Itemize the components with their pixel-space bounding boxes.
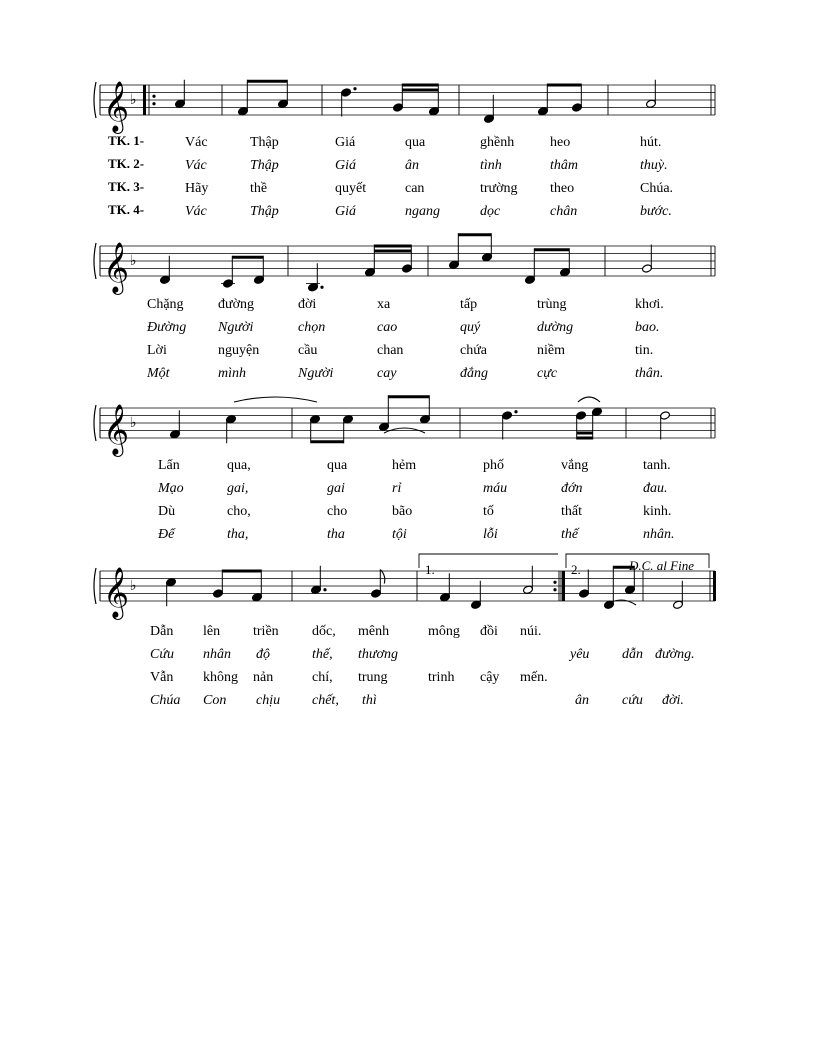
lyric-syllable: ân: [405, 158, 419, 173]
verse-label: TK. 4-: [108, 202, 145, 217]
lyric-syllable: cao: [377, 320, 398, 335]
eighth-flag: [380, 570, 385, 584]
lyric-syllable: đời.: [662, 693, 684, 708]
lyric-syllable: Một: [147, 366, 170, 381]
lyric-syllable: cầu: [298, 343, 318, 358]
lyric-syllable: nhân.: [643, 527, 675, 542]
verse-label: TK. 2-: [108, 156, 145, 171]
lyric-syllable: cho,: [227, 504, 251, 519]
note-beam: [222, 570, 261, 573]
lyric-syllable: tố: [483, 504, 494, 519]
lyric-syllable: cho: [327, 504, 348, 519]
key-signature-flat-icon: ♭: [130, 415, 137, 431]
lyric-syllable: đời: [298, 297, 317, 312]
lyric-syllable: phố: [483, 458, 504, 473]
lyric-syllable: chọn: [298, 320, 326, 335]
lyric-syllable: trường: [480, 181, 518, 196]
lyric-syllable: nhân: [203, 647, 231, 662]
lyric-syllable: Chúa: [150, 693, 181, 708]
lyric-syllable: gai,: [227, 481, 249, 496]
lyric-syllable: Cứu: [150, 647, 174, 662]
lyric-syllable: chịu: [256, 693, 281, 708]
lyric-syllable: triền: [253, 624, 279, 639]
lyric-syllable: kinh.: [643, 504, 672, 519]
lyric-syllable: tội: [392, 527, 407, 542]
note-beam: [374, 250, 411, 253]
lyric-syllable: Giá: [335, 158, 356, 173]
lyric-syllable: cứu: [622, 693, 643, 708]
note-beam: [402, 89, 438, 92]
final-barline-thick: [713, 571, 716, 601]
lyric-syllable: máu: [483, 481, 508, 496]
lyric-syllable: Hãy: [185, 181, 209, 196]
lyric-syllable: can: [405, 181, 425, 196]
lyric-syllable: cực: [537, 366, 558, 381]
lyric-syllable: tha: [327, 527, 345, 542]
lyric-syllable: đắng: [460, 366, 488, 381]
key-signature-flat-icon: ♭: [130, 92, 137, 108]
note-beam: [374, 245, 411, 248]
lyric-syllable: thân.: [635, 366, 664, 381]
note-beam: [547, 84, 581, 87]
lyric-syllable: chân: [550, 204, 578, 219]
first-ending-label: 1.: [425, 562, 435, 577]
repeat-end-thick-bar: [562, 571, 565, 601]
lyric-syllable: Dẫn: [150, 624, 174, 639]
lyric-syllable: Người: [298, 366, 334, 381]
lyric-syllable: bao.: [635, 320, 660, 335]
augmentation-dot: [320, 286, 323, 289]
note-beam: [311, 440, 344, 443]
lyric-syllable: thì: [362, 693, 377, 708]
lyric-syllable: chí,: [312, 670, 333, 685]
lyric-syllable: thế,: [312, 647, 333, 662]
note-beam: [388, 395, 429, 398]
lyric-syllable: dọc: [480, 204, 501, 219]
lyric-syllable: chết,: [312, 693, 339, 708]
lyric-syllable: trùng: [537, 297, 567, 312]
lyric-syllable: trung: [358, 670, 388, 685]
lyric-syllable: không: [203, 670, 238, 685]
lyric-syllable: chan: [377, 343, 404, 358]
treble-clef-icon: 𝄞: [103, 81, 130, 132]
lyric-syllable: Lẩn: [158, 458, 180, 473]
note-beam: [232, 256, 263, 259]
lyric-syllable: lên: [203, 624, 221, 639]
lyric-syllable: Thập: [250, 204, 279, 219]
lyric-syllable: Vẫn: [150, 670, 174, 685]
lyric-syllable: tình: [480, 158, 502, 173]
lyric-syllable: Vác: [185, 204, 207, 219]
system-bracket: [94, 405, 96, 441]
lyric-syllable: Dù: [158, 504, 176, 519]
lyric-syllable: thuỳ.: [640, 158, 668, 173]
lyric-syllable: nản: [253, 670, 274, 685]
lyric-syllable: Chặng: [147, 297, 184, 312]
note-beam: [458, 233, 491, 236]
lyric-syllable: tin.: [635, 343, 654, 358]
slur: [234, 397, 317, 402]
lyric-syllable: yêu: [570, 647, 590, 662]
lyric-syllable: đồi: [480, 624, 498, 639]
lyric-syllable: đớn: [561, 481, 583, 496]
lyric-syllable: cậy: [480, 670, 500, 685]
lyric-syllable: thâm: [550, 158, 578, 173]
lyric-syllable: Giá: [335, 204, 356, 219]
lyric-syllable: núi.: [520, 624, 542, 639]
lyric-syllable: mông: [428, 624, 460, 639]
lyric-syllable: Thập: [250, 135, 279, 150]
second-ending-label: 2.: [571, 562, 581, 577]
augmentation-dot: [514, 410, 517, 413]
lyric-syllable: hút.: [640, 135, 662, 150]
augmentation-dot: [323, 588, 326, 591]
repeat-dot: [553, 581, 556, 584]
lyric-syllable: gai: [327, 481, 345, 496]
system-bracket: [94, 82, 96, 118]
note-beam: [402, 84, 438, 87]
lyric-syllable: thất: [561, 504, 582, 519]
lyric-syllable: Đường: [147, 320, 187, 335]
lyric-syllable: rỉ: [392, 481, 402, 496]
system-bracket: [94, 243, 96, 279]
lyric-syllable: quyết: [335, 181, 367, 196]
lyric-syllable: Vác: [185, 135, 208, 150]
augmentation-dot: [353, 87, 356, 90]
lyric-syllable: xa: [377, 297, 391, 312]
slur: [578, 397, 600, 402]
lyric-syllable: vắng: [561, 458, 589, 473]
lyric-syllable: dường: [537, 320, 574, 335]
repeat-dot: [152, 95, 155, 98]
lyric-syllable: tanh.: [643, 458, 671, 473]
lyric-syllable: lỗi: [483, 527, 498, 542]
lyric-syllable: cay: [377, 366, 397, 381]
treble-clef-icon: 𝄞: [103, 242, 130, 293]
lyric-syllable: ân: [575, 693, 589, 708]
lyric-syllable: ngang: [405, 204, 440, 219]
note-beam: [247, 80, 287, 83]
verse-label: TK. 3-: [108, 179, 145, 194]
repeat-dot: [553, 588, 556, 591]
lyric-syllable: dẫn: [622, 647, 643, 662]
repeat-start-thick-bar: [143, 85, 146, 115]
lyric-syllable: Người: [218, 320, 254, 335]
lyric-syllable: Vác: [185, 158, 207, 173]
system-bracket: [94, 568, 96, 604]
lyric-syllable: khơi.: [635, 297, 664, 312]
lyric-syllable: quý: [460, 320, 481, 335]
lyric-syllable: nguyện: [218, 343, 260, 358]
lyric-syllable: niềm: [537, 343, 565, 358]
lyric-syllable: hẻm: [392, 458, 417, 473]
key-signature-flat-icon: ♭: [130, 253, 137, 269]
lyric-syllable: dốc,: [312, 624, 336, 639]
lyric-syllable: bước.: [640, 204, 672, 219]
first-ending-bracket: [419, 554, 558, 568]
lyric-syllable: Mạo: [158, 481, 184, 496]
lyric-syllable: đau.: [643, 481, 668, 496]
lyric-syllable: qua: [327, 458, 348, 473]
lyric-syllable: thề: [250, 181, 268, 196]
lyric-syllable: thế: [561, 527, 579, 542]
lyric-syllable: Thập: [250, 158, 279, 173]
treble-clef-icon: 𝄞: [103, 404, 130, 455]
lyric-syllable: ghềnh: [480, 135, 515, 150]
lyric-syllable: bão: [392, 504, 413, 519]
lyric-syllable: tấp: [460, 297, 478, 312]
lyric-syllable: Chúa.: [640, 181, 674, 196]
lyric-syllable: mến.: [520, 670, 548, 685]
lyric-syllable: theo: [550, 181, 575, 196]
repeat-dot: [152, 102, 155, 105]
lyric-syllable: đường: [218, 297, 254, 312]
lyric-syllable: độ: [256, 647, 270, 662]
lyric-syllable: tha,: [227, 527, 249, 542]
treble-clef-icon: 𝄞: [103, 567, 130, 618]
lyric-syllable: Lời: [147, 343, 167, 358]
note-beam: [577, 437, 593, 440]
lyric-syllable: Giá: [335, 135, 356, 150]
lyric-syllable: Con: [203, 693, 227, 708]
lyric-syllable: qua: [405, 135, 426, 150]
verse-label: TK. 1-: [108, 133, 145, 148]
lyric-syllable: mình: [218, 366, 246, 381]
lyric-syllable: mênh: [358, 624, 390, 639]
key-signature-flat-icon: ♭: [130, 578, 137, 594]
dc-al-fine-direction: D.C. al Fine: [629, 558, 694, 573]
note-beam: [577, 432, 593, 435]
lyric-syllable: qua,: [227, 458, 251, 473]
lyric-syllable: heo: [550, 135, 571, 150]
lyric-syllable: chứa: [460, 343, 488, 358]
note-beam: [534, 248, 569, 251]
lyric-syllable: trinh: [428, 670, 455, 685]
lyric-syllable: Để: [158, 527, 175, 542]
lyric-syllable: đường.: [655, 647, 695, 662]
lyric-syllable: thương: [358, 647, 398, 662]
